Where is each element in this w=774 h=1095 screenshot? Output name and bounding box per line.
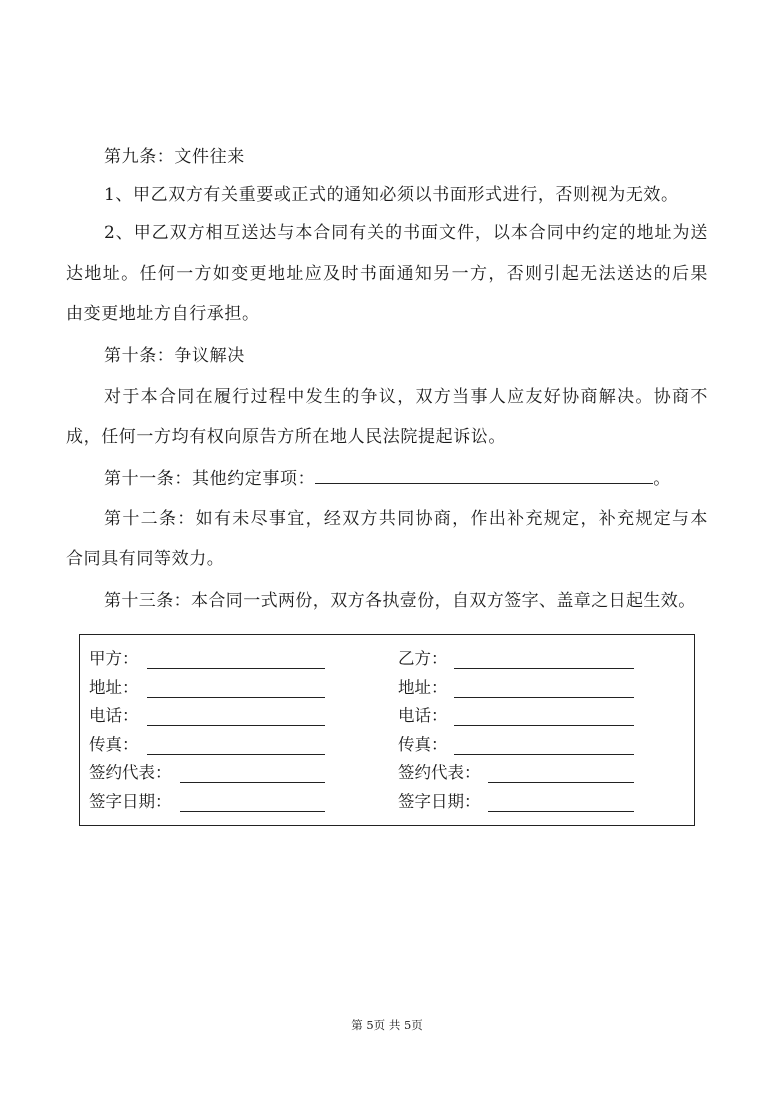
party-a-rep-label: 签约代表：	[89, 763, 172, 782]
article-11-end: 。	[653, 469, 671, 489]
party-b-date-row	[398, 791, 481, 813]
party-b-rep-label: 签约代表：	[398, 763, 481, 782]
page-number-footer: 第 5页 共 5页	[351, 1018, 423, 1032]
party-a-name-row	[89, 648, 139, 670]
party-a-phone-row	[89, 705, 139, 727]
party-a-date-row	[89, 791, 172, 813]
party-b-name-row	[398, 648, 448, 670]
party-a-address-row	[89, 677, 139, 699]
party-a-fax-label: 传真：	[89, 735, 139, 754]
party-a-fax-blank	[147, 754, 325, 755]
party-b-fax-label: 传真：	[398, 735, 448, 754]
article-9-clause-2-line-3: 由变更地址方自行承担。	[66, 304, 260, 324]
party-b-address-row	[398, 677, 448, 699]
article-11-blank-line	[315, 467, 653, 484]
party-a-date-blank	[180, 811, 325, 812]
party-a-name-blank	[147, 668, 325, 669]
article-11-label: 第十一条：其他约定事项：	[104, 469, 316, 489]
party-b-rep-blank	[488, 782, 634, 783]
party-a-phone-label: 电话：	[89, 706, 139, 725]
article-13: 第十三条：本合同一式两份，双方各执壹份，自双方签字、盖章之日起生效。	[104, 591, 696, 611]
article-10-text-line-1: 对于本合同在履行过程中发生的争议，双方当事人应友好协商解决。协商不	[104, 387, 708, 407]
article-12-line-2: 合同具有同等效力。	[66, 549, 225, 569]
party-a-rep-row	[89, 762, 172, 784]
party-b-rep-row	[398, 762, 481, 784]
party-b-address-blank	[454, 697, 634, 698]
party-a-phone-blank	[147, 725, 325, 726]
signature-box	[79, 634, 695, 826]
article-9-clause-2-line-2: 达地址。任何一方如变更地址应及时书面通知另一方，否则引起无法送达的后果	[66, 264, 708, 284]
article-9-clause-1: 1、甲乙双方有关重要或正式的通知必须以书面形式进行，否则视为无效。	[104, 185, 679, 205]
article-10-title: 第十条：争议解决	[104, 346, 245, 366]
party-a-fax-row	[89, 734, 139, 756]
party-b-name-blank	[454, 668, 634, 669]
article-9-clause-2-line-1: 2、甲乙双方相互送达与本合同有关的书面文件，以本合同中约定的地址为送	[104, 223, 708, 243]
party-a-rep-blank	[180, 782, 325, 783]
party-b-phone-row	[398, 705, 448, 727]
party-a-date-label: 签字日期：	[89, 792, 172, 811]
party-b-fax-blank	[454, 754, 634, 755]
party-b-date-blank	[488, 811, 634, 812]
article-10-text-line-2: 成，任何一方均有权向原告方所在地人民法院提起诉讼。	[66, 427, 506, 447]
party-b-name-label: 乙方：	[398, 649, 448, 668]
article-11	[104, 467, 671, 490]
party-b-address-label: 地址：	[398, 678, 448, 697]
party-b-fax-row	[398, 734, 448, 756]
party-a-address-label: 地址：	[89, 678, 139, 697]
party-a-address-blank	[147, 697, 325, 698]
party-b-date-label: 签字日期：	[398, 792, 481, 811]
party-b-phone-label: 电话：	[398, 706, 448, 725]
article-12-line-1: 第十二条：如有未尽事宜，经双方共同协商，作出补充规定，补充规定与本	[104, 509, 708, 529]
party-b-phone-blank	[454, 725, 634, 726]
party-a-name-label: 甲方：	[89, 649, 139, 668]
article-9-title: 第九条：文件往来	[104, 147, 245, 167]
